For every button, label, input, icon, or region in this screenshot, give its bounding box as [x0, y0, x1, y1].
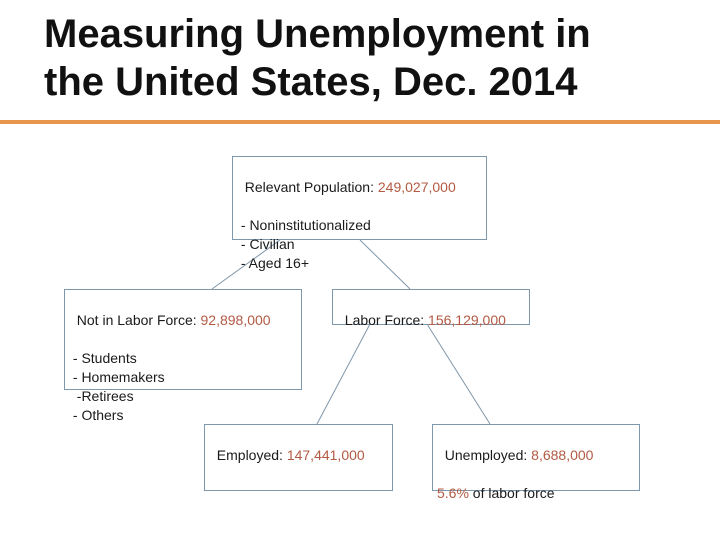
nilf-label: Not in Labor Force:	[76, 312, 201, 328]
labor-force-label: Labor Force:	[344, 312, 429, 328]
population-detail-noninstitutionalized: - Noninstitutionalized	[237, 217, 371, 233]
employed-value: 147,441,000	[286, 447, 365, 463]
unemployed-node	[432, 424, 640, 501]
nilf-detail-students: - Students	[69, 350, 137, 366]
unemployment-rate-value: 5.6%	[437, 485, 469, 501]
nilf-detail-homemakers: - Homemakers	[69, 369, 165, 385]
employed-node	[204, 424, 393, 491]
title-line-1: Measuring Unemployment in	[44, 12, 591, 56]
population-detail-aged: - Aged 16+	[237, 255, 310, 271]
nilf-detail-retirees: -Retirees	[69, 388, 134, 404]
connector-lf-to-employed	[317, 324, 370, 424]
population-value: 249,027,000	[377, 179, 456, 195]
connector-lf-to-unemployed	[427, 324, 490, 424]
title-line-2: the United States, Dec. 2014	[44, 60, 578, 104]
employed-label: Employed:	[216, 447, 287, 463]
unemployed-value: 8,688,000	[531, 447, 594, 463]
population-label: Relevant Population:	[244, 179, 378, 195]
unemployment-rate-label: of labor force	[468, 485, 555, 501]
nilf-detail-others: - Others	[69, 407, 124, 423]
unemployed-label: Unemployed:	[444, 447, 532, 463]
population-detail-civilian: - Civilian	[237, 236, 295, 252]
population-node	[232, 156, 487, 271]
labor-force-node	[332, 289, 530, 328]
nilf-value: 92,898,000	[200, 312, 271, 328]
labor-force-value: 156,129,000	[428, 312, 506, 328]
not-in-labor-force-node	[64, 289, 302, 423]
